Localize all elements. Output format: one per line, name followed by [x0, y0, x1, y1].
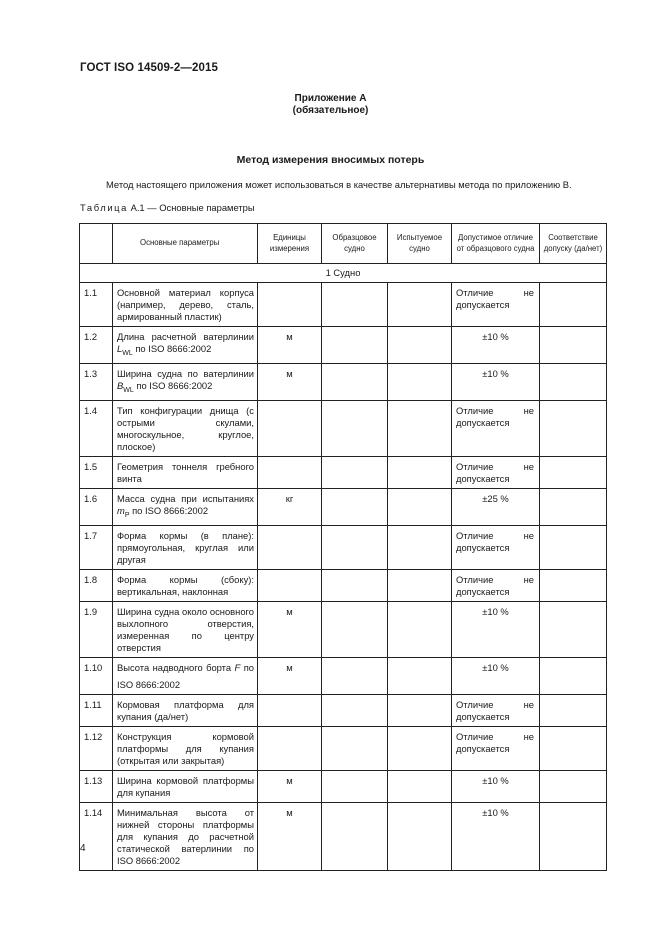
- table-row: [80, 694, 607, 726]
- row-parameter: [113, 363, 258, 400]
- table-row: [80, 400, 607, 456]
- row-reference: [322, 400, 388, 456]
- row-tested: [388, 363, 452, 400]
- row-reference: [322, 770, 388, 802]
- table-row: [80, 657, 607, 694]
- parameter-text-tail: по ISO 8666:2002: [132, 343, 212, 354]
- header-unit: Единицы измерения: [258, 224, 322, 264]
- parameter-subscript: WL: [123, 386, 134, 394]
- header-ref: Образцовое судно: [322, 224, 388, 264]
- row-parameter: Основной материал корпуса (например, дерево, сталь, армированный пластик): [113, 283, 258, 327]
- row-tolerance: ±25 %: [452, 488, 540, 525]
- row-reference: [322, 694, 388, 726]
- row-tolerance: ±10 %: [452, 770, 540, 802]
- appendix-heading: [0, 93, 661, 117]
- row-tolerance: Отличие не допускается: [452, 456, 540, 488]
- method-title: Метод измерения вносимых потерь: [236, 154, 425, 166]
- parameter-symbol: L: [117, 343, 123, 354]
- row-tolerance: ±10 %: [452, 601, 540, 657]
- table-row: [80, 569, 607, 601]
- intro-paragraph: Метод настоящего приложения может использоваться в качестве альтернативы метода по приложению В.: [106, 179, 572, 190]
- row-number: 1.13: [80, 770, 113, 802]
- row-tested: [388, 283, 452, 327]
- header-test: Испытуемое судно: [388, 224, 452, 264]
- row-unit: [258, 569, 322, 601]
- parameter-text-tail: по ISO 8666:2002: [133, 379, 213, 391]
- parameter-symbol: m: [117, 504, 125, 516]
- row-tested: [388, 770, 452, 802]
- header-params: Основные параметры: [113, 224, 258, 264]
- standard-header: ГОСТ ISO 14509-2—2015: [80, 62, 218, 74]
- row-compliance: [540, 726, 607, 770]
- row-tested: [388, 488, 452, 525]
- row-reference: [322, 363, 388, 400]
- table-row: [80, 802, 607, 870]
- row-reference: [322, 456, 388, 488]
- row-number: 1.11: [80, 694, 113, 726]
- row-number: 1.10: [80, 657, 113, 694]
- row-reference: [322, 726, 388, 770]
- parameter-text: Масса судна при испытаниях: [117, 492, 254, 504]
- table-caption-word: Таблица: [80, 202, 128, 213]
- table-row: [80, 525, 607, 569]
- parameter-text: Ширина судна по ватерлинии: [117, 367, 254, 379]
- parameter-subscript: WL: [122, 349, 133, 357]
- row-number: 1.3: [80, 363, 113, 400]
- row-tolerance: ±10 %: [452, 363, 540, 400]
- row-reference: [322, 525, 388, 569]
- table-row: [80, 770, 607, 802]
- table-caption-text: А.1 — Основные параметры: [127, 202, 255, 213]
- row-tolerance: Отличие не допускается: [452, 694, 540, 726]
- row-reference: [322, 657, 388, 694]
- row-unit: [258, 726, 322, 770]
- table-row: [80, 283, 607, 327]
- row-tolerance: Отличие не допускается: [452, 400, 540, 456]
- row-tested: [388, 726, 452, 770]
- row-unit: м: [258, 657, 322, 694]
- row-reference: [322, 601, 388, 657]
- row-compliance: [540, 456, 607, 488]
- table-row: [80, 363, 607, 400]
- row-tested: [388, 694, 452, 726]
- parameters-table: [79, 223, 607, 871]
- row-parameter: [113, 327, 258, 364]
- row-unit: [258, 525, 322, 569]
- header-tolerance: Допустимое отличие от образцового судна: [452, 224, 540, 264]
- row-reference: [322, 802, 388, 870]
- row-number: 1.5: [80, 456, 113, 488]
- row-tested: [388, 525, 452, 569]
- section-label: 1 Судно: [80, 264, 607, 283]
- row-reference: [322, 488, 388, 525]
- parameter-text-tail: по ISO 8666:2002: [117, 661, 254, 690]
- row-tested: [388, 456, 452, 488]
- row-compliance: [540, 488, 607, 525]
- row-tolerance: Отличие не допускается: [452, 283, 540, 327]
- row-compliance: [540, 283, 607, 327]
- row-parameter: Кормовая платформа для купания (да/нет): [113, 694, 258, 726]
- row-compliance: [540, 327, 607, 364]
- row-number: 1.2: [80, 327, 113, 364]
- row-parameter: [113, 657, 258, 694]
- row-parameter: [113, 488, 258, 525]
- section-row: [80, 264, 607, 283]
- row-tolerance: ±10 %: [452, 327, 540, 364]
- row-unit: м: [258, 802, 322, 870]
- row-tolerance: Отличие не допускается: [452, 726, 540, 770]
- row-unit: кг: [258, 488, 322, 525]
- row-parameter: Форма кормы (сбоку): вертикальная, наклонная: [113, 569, 258, 601]
- row-reference: [322, 283, 388, 327]
- table-row: [80, 488, 607, 525]
- row-number: 1.14: [80, 802, 113, 870]
- row-number: 1.9: [80, 601, 113, 657]
- row-unit: [258, 456, 322, 488]
- row-parameter: Ширина судна около основного выхлопного отверстия, измеренная по центру отверстия: [113, 601, 258, 657]
- row-compliance: [540, 363, 607, 400]
- row-tested: [388, 569, 452, 601]
- table-caption: [80, 202, 255, 213]
- row-tested: [388, 657, 452, 694]
- row-compliance: [540, 694, 607, 726]
- row-compliance: [540, 400, 607, 456]
- table-row: [80, 601, 607, 657]
- row-number: 1.7: [80, 525, 113, 569]
- row-unit: м: [258, 327, 322, 364]
- row-reference: [322, 569, 388, 601]
- row-tolerance: Отличие не допускается: [452, 525, 540, 569]
- table-row: [80, 327, 607, 364]
- parameter-text: Длина расчетной ватерлинии: [117, 331, 254, 342]
- parameter-text-tail: по ISO 8666:2002: [129, 504, 209, 516]
- page-number: 4: [80, 843, 86, 854]
- row-compliance: [540, 802, 607, 870]
- row-tolerance: ±10 %: [452, 802, 540, 870]
- row-unit: [258, 283, 322, 327]
- row-tolerance: Отличие не допускается: [452, 569, 540, 601]
- row-tested: [388, 327, 452, 364]
- row-number: 1.1: [80, 283, 113, 327]
- row-parameter: Тип конфигурации днища (с острыми скулами, многоскульное, круглое, плоское): [113, 400, 258, 456]
- row-compliance: [540, 525, 607, 569]
- row-parameter: Конструкция кормовой платформы для купания (открытая или закрытая): [113, 726, 258, 770]
- row-unit: [258, 400, 322, 456]
- table-row: [80, 726, 607, 770]
- row-tolerance: ±10 %: [452, 657, 540, 694]
- parameter-symbol: F: [234, 661, 241, 673]
- row-parameter: Ширина кормовой платформы для купания: [113, 770, 258, 802]
- parameter-text: Высота надводного борта: [117, 661, 235, 673]
- row-compliance: [540, 569, 607, 601]
- row-parameter: Форма кормы (в плане): прямоугольная, круглая или другая: [113, 525, 258, 569]
- row-tested: [388, 802, 452, 870]
- row-unit: [258, 694, 322, 726]
- row-tested: [388, 400, 452, 456]
- appendix-title: Приложение А: [294, 93, 367, 104]
- row-unit: м: [258, 363, 322, 400]
- row-parameter: Минимальная высота от нижней стороны платформы для купания до расчетной статической ватерлинии по ISO 8666:2002: [113, 802, 258, 870]
- row-tested: [388, 601, 452, 657]
- row-number: 1.4: [80, 400, 113, 456]
- row-unit: м: [258, 601, 322, 657]
- row-number: 1.12: [80, 726, 113, 770]
- row-compliance: [540, 601, 607, 657]
- row-number: 1.8: [80, 569, 113, 601]
- table-row: [80, 456, 607, 488]
- parameter-symbol: B: [117, 379, 124, 391]
- header-compliance: Соответствие допуску (да/нет): [540, 224, 607, 264]
- header-num: [80, 224, 113, 264]
- row-reference: [322, 327, 388, 364]
- row-compliance: [540, 657, 607, 694]
- row-number: 1.6: [80, 488, 113, 525]
- row-parameter: Геометрия тоннеля гребного винта: [113, 456, 258, 488]
- row-compliance: [540, 770, 607, 802]
- table-header-row: [80, 224, 607, 264]
- parameter-subscript: P: [124, 511, 130, 519]
- appendix-type: (обязательное): [292, 105, 369, 116]
- row-unit: м: [258, 770, 322, 802]
